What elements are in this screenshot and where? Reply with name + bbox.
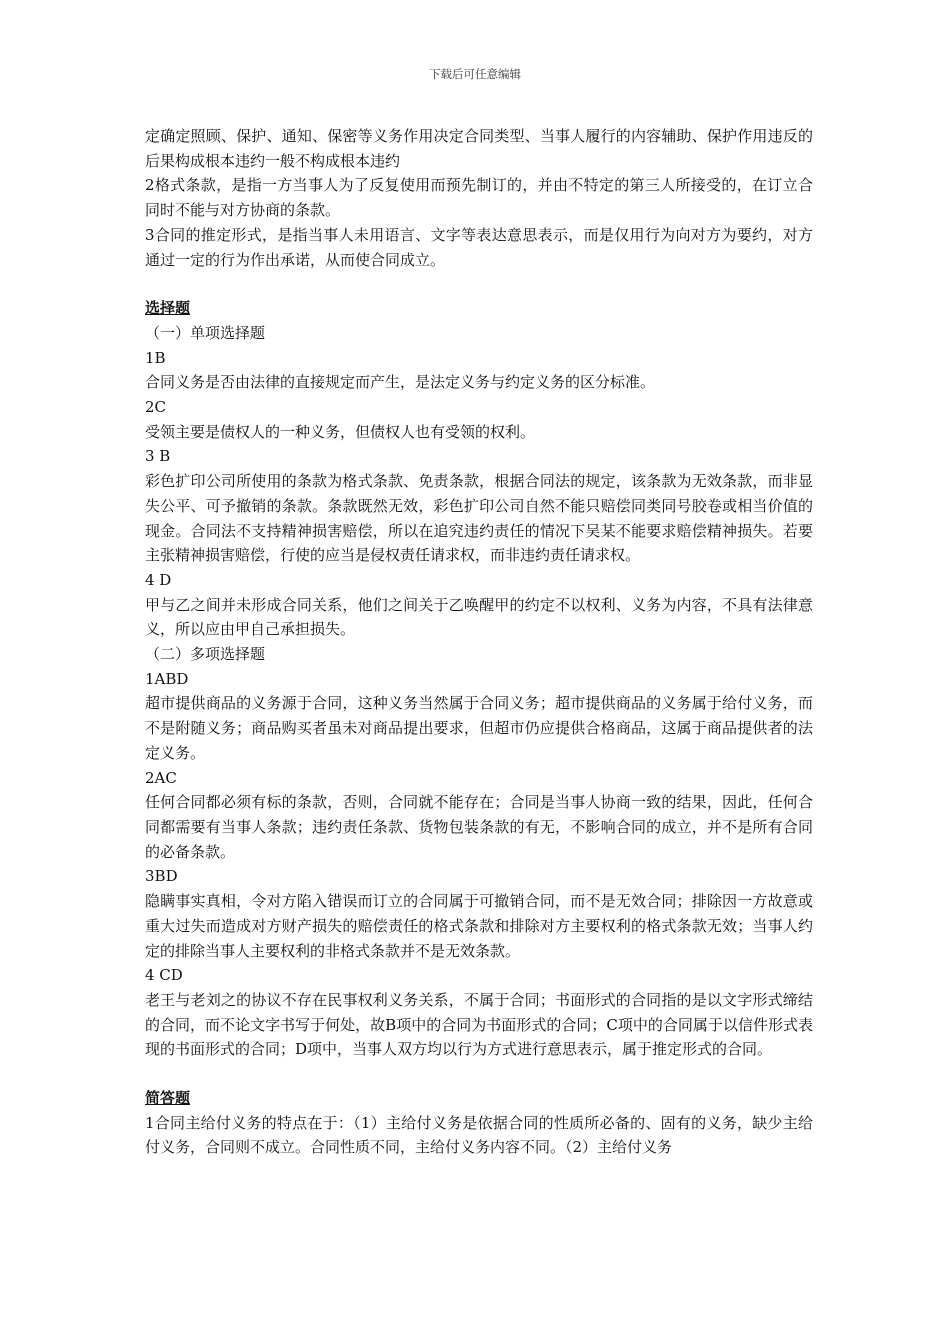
single-answer-3: 3 B [145,447,171,466]
multiple-answer-3: 3BD [145,867,178,886]
intro-paragraph-3: 3合同的推定形式，是指当事人未用语言、文字等表达意思表示，而是仅用行为向对方为要约，对方通过一定的行为作出承诺，从而使合同成立。 [145,225,813,269]
multiple-explanation-3: 隐瞒事实真相，令对方陷入错误而订立的合同属于可撤销合同，而不是无效合同；排除因一方故意或重大过失而造成对方财产损失的赔偿责任的格式条款和排除对方主要权利的格式条款无效；当事人约定的排除当事人主要权利的非格式条款并不是无效条款。 [145,892,813,960]
single-answer-4: 4 D [145,570,172,589]
multiple-explanation-4: 老王与老刘之的协议不存在民事权利义务关系，不属于合同；书面形式的合同指的是以文字形式缔结的合同，而不论文字书写于何处，故B项中的合同为书面形式的合同；C项中的合同属于以信件形式表现的书面形式的合同；D项中，当事人双方均以行为方式进行意思表示，属于推定形式的合同。 [145,990,813,1059]
multiple-explanation-1: 超市提供商品的义务源于合同，这种义务当然属于合同义务；超市提供商品的义务属于给付义务，而不是附随义务；商品购买者虽未对商品提出要求，但超市仍应提供合格商品，这属于商品提供者的法定义务。 [145,694,813,762]
short-answer-heading: 简答题 [145,1089,191,1108]
single-explanation-3: 彩色扩印公司所使用的条款为格式条款、免责条款，根据合同法的规定，该条款为无效条款，而非显失公平、可予撤销的条款。条款既然无效，彩色扩印公司自然不能只赔偿同类同号胶卷或相当价值的现金。合同法不支持精神损害赔偿，所以在追究违约责任的情况下吴某不能要求赔偿精神损失。若要主张精神损害赔偿，行使的应当是侵权责任请求权，而非违约责任请求权。 [145,472,813,565]
single-explanation-4: 甲与乙之间并未形成合同关系，他们之间关于乙唤醒甲的约定不以权利、义务为内容，不具有法律意义，所以应由甲自己承担损失。 [145,595,813,639]
multiple-answer-1: 1ABD [145,669,189,688]
intro-paragraph-2: 2格式条款，是指一方当事人为了反复使用而预先制订的，并由不特定的第三人所接受的，在订立合同时不能与对方协商的条款。 [145,176,813,220]
single-explanation-1: 合同义务是否由法律的直接规定而产生，是法定义务与约定义务的区分标准。 [145,373,656,392]
single-explanation-2: 受领主要是债权人的一种义务，但债权人也有受领的权利。 [145,422,536,441]
multiple-explanation-2: 任何合同都必须有标的条款，否则，合同就不能存在；合同是当事人协商一致的结果，因此，任何合同都需要有当事人条款；违约责任条款、货物包装条款的有无，不影响合同的成立，并不是所有合同的必备条款。 [145,793,813,861]
single-answer-1: 1B [145,348,166,367]
choice-section-heading: 选择题 [145,299,191,318]
short-answer-paragraph: 1合同主给付义务的特点在于：（1）主给付义务是依据合同的性质所必备的、固有的义务，缺少主给付义务，合同则不成立。合同性质不同，主给付义务内容不同。（2）主给付义务 [145,1113,813,1157]
intro-paragraph-1: 定确定照顾、保护、通知、保密等义务作用决定合同类型、当事人履行的内容辅助、保护作用违反的后果构成根本违约一般不构成根本违约 [145,127,813,170]
multiple-answer-2: 2AC [145,768,177,787]
single-answer-2: 2C [145,398,167,417]
document-body [145,124,813,1160]
single-choice-subtitle: （一）单项选择题 [145,323,266,342]
multiple-choice-subtitle: （二）多项选择题 [145,645,266,664]
page-header: 下载后可任意编辑 [429,67,521,81]
multiple-answer-4: 4 CD [145,966,183,985]
